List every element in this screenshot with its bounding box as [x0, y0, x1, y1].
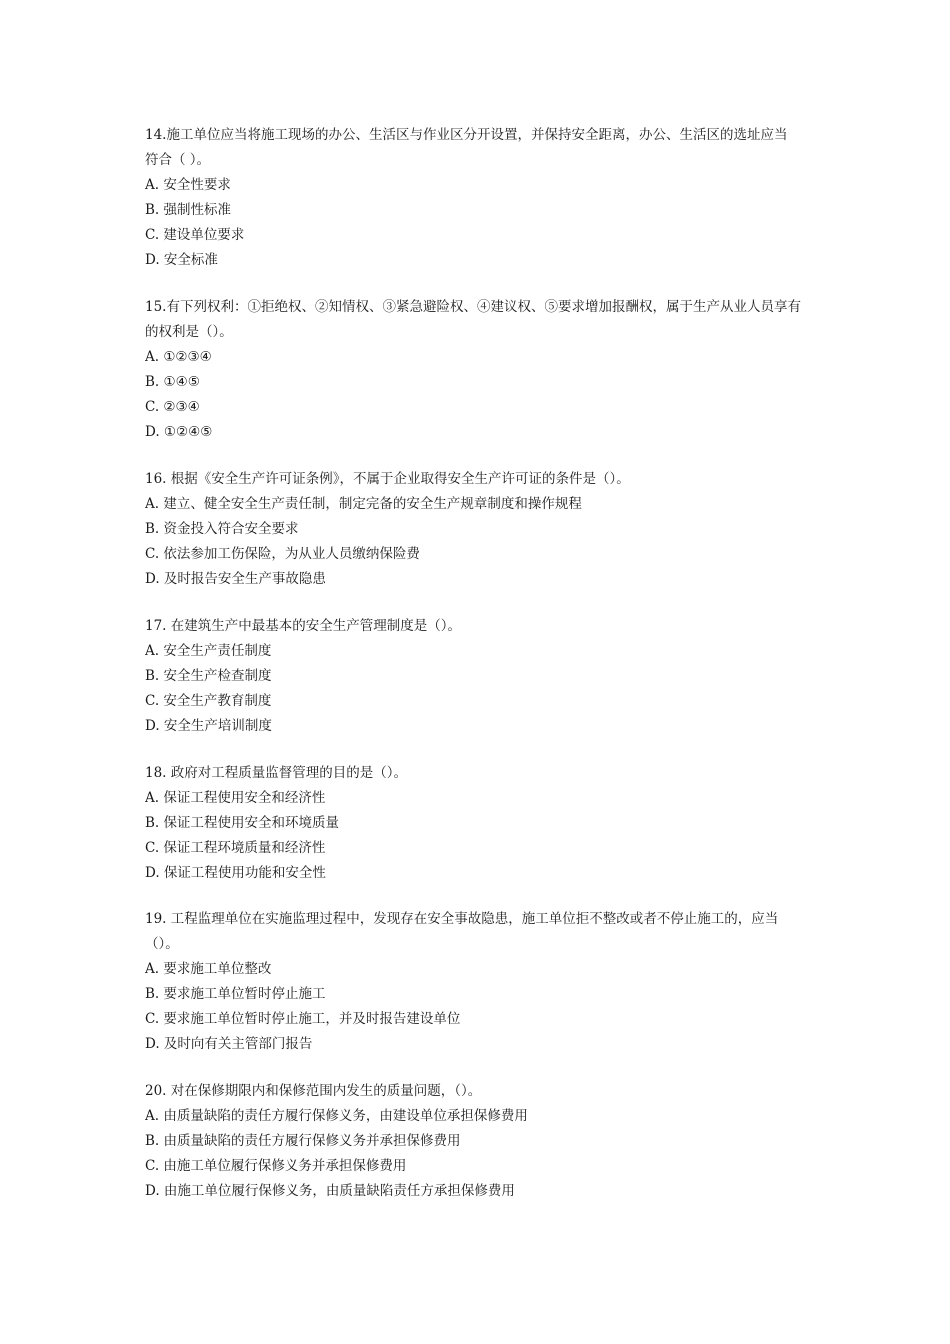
- option-c: C. ②③④: [145, 399, 200, 415]
- option-b: B. 安全生产检查制度: [145, 668, 272, 684]
- question-stem-line: 18. 政府对工程质量监督管理的目的是（）。: [145, 765, 408, 781]
- question-20: [145, 1079, 815, 1204]
- option-d: D. 安全生产培训制度: [145, 718, 272, 734]
- option-d: D. 由施工单位履行保修义务，由质量缺陷责任方承担保修费用: [145, 1183, 515, 1199]
- option-a: A. 要求施工单位整改: [145, 961, 272, 977]
- option-c: C. 建设单位要求: [145, 227, 245, 243]
- option-b: B. 保证工程使用安全和环境质量: [145, 815, 340, 831]
- question-stem-line: 16. 根据《安全生产许可证条例》，不属于企业取得安全生产许可证的条件是（）。: [145, 471, 630, 487]
- option-a: A. ①②③④: [145, 349, 212, 365]
- question-stem-line: 17. 在建筑生产中最基本的安全生产管理制度是（）。: [145, 618, 462, 634]
- option-d: D. 安全标准: [145, 252, 218, 268]
- question-stem-line: 的权利是（）。: [145, 324, 233, 340]
- question-stem-line: 14.施工单位应当将施工现场的办公、生活区与作业区分开设置，并保持安全距离，办公、生活区的选址应当: [145, 127, 788, 143]
- option-c: C. 保证工程环境质量和经济性: [145, 840, 326, 856]
- question-stem-line: 符合（ ）。: [145, 152, 211, 168]
- option-d: D. 及时报告安全生产事故隐患: [145, 571, 326, 587]
- option-b: B. 由质量缺陷的责任方履行保修义务并承担保修费用: [145, 1133, 461, 1149]
- option-c: C. 安全生产教育制度: [145, 693, 272, 709]
- question-19: [145, 907, 815, 1057]
- question-stem-line: 15.有下列权利：①拒绝权、②知情权、③紧急避险权、④建议权、⑤要求增加报酬权，属于生产从业人员享有: [145, 299, 801, 315]
- option-a: A. 安全性要求: [145, 177, 231, 193]
- question-15: [145, 295, 815, 445]
- question-14: [145, 123, 815, 273]
- option-b: B. 强制性标准: [145, 202, 232, 218]
- option-c: C. 要求施工单位暂时停止施工，并及时报告建设单位: [145, 1011, 461, 1027]
- option-a: A. 由质量缺陷的责任方履行保修义务，由建设单位承担保修费用: [145, 1108, 528, 1124]
- option-b: B. ①④⑤: [145, 374, 200, 390]
- option-b: B. 要求施工单位暂时停止施工: [145, 986, 326, 1002]
- question-stem-line: 19. 工程监理单位在实施监理过程中，发现存在安全事故隐患，施工单位拒不整改或者不停止施工的，应当: [145, 911, 779, 927]
- question-18: [145, 761, 815, 886]
- question-stem-line: 20. 对在保修期限内和保修范围内发生的质量问题，（）。: [145, 1083, 482, 1099]
- option-a: A. 保证工程使用安全和经济性: [145, 790, 326, 806]
- option-a: A. 建立、健全安全生产责任制，制定完备的安全生产规章制度和操作规程: [145, 496, 582, 512]
- option-b: B. 资金投入符合安全要求: [145, 521, 299, 537]
- option-d: D. ①②④⑤: [145, 424, 213, 440]
- option-d: D. 及时向有关主管部门报告: [145, 1036, 313, 1052]
- question-17: [145, 614, 815, 739]
- question-16: [145, 467, 815, 592]
- option-d: D. 保证工程使用功能和安全性: [145, 865, 326, 881]
- option-a: A. 安全生产责任制度: [145, 643, 272, 659]
- option-c: C. 依法参加工伤保险，为从业人员缴纳保险费: [145, 546, 420, 562]
- question-stem-line: （）。: [145, 936, 179, 952]
- option-c: C. 由施工单位履行保修义务并承担保修费用: [145, 1158, 407, 1174]
